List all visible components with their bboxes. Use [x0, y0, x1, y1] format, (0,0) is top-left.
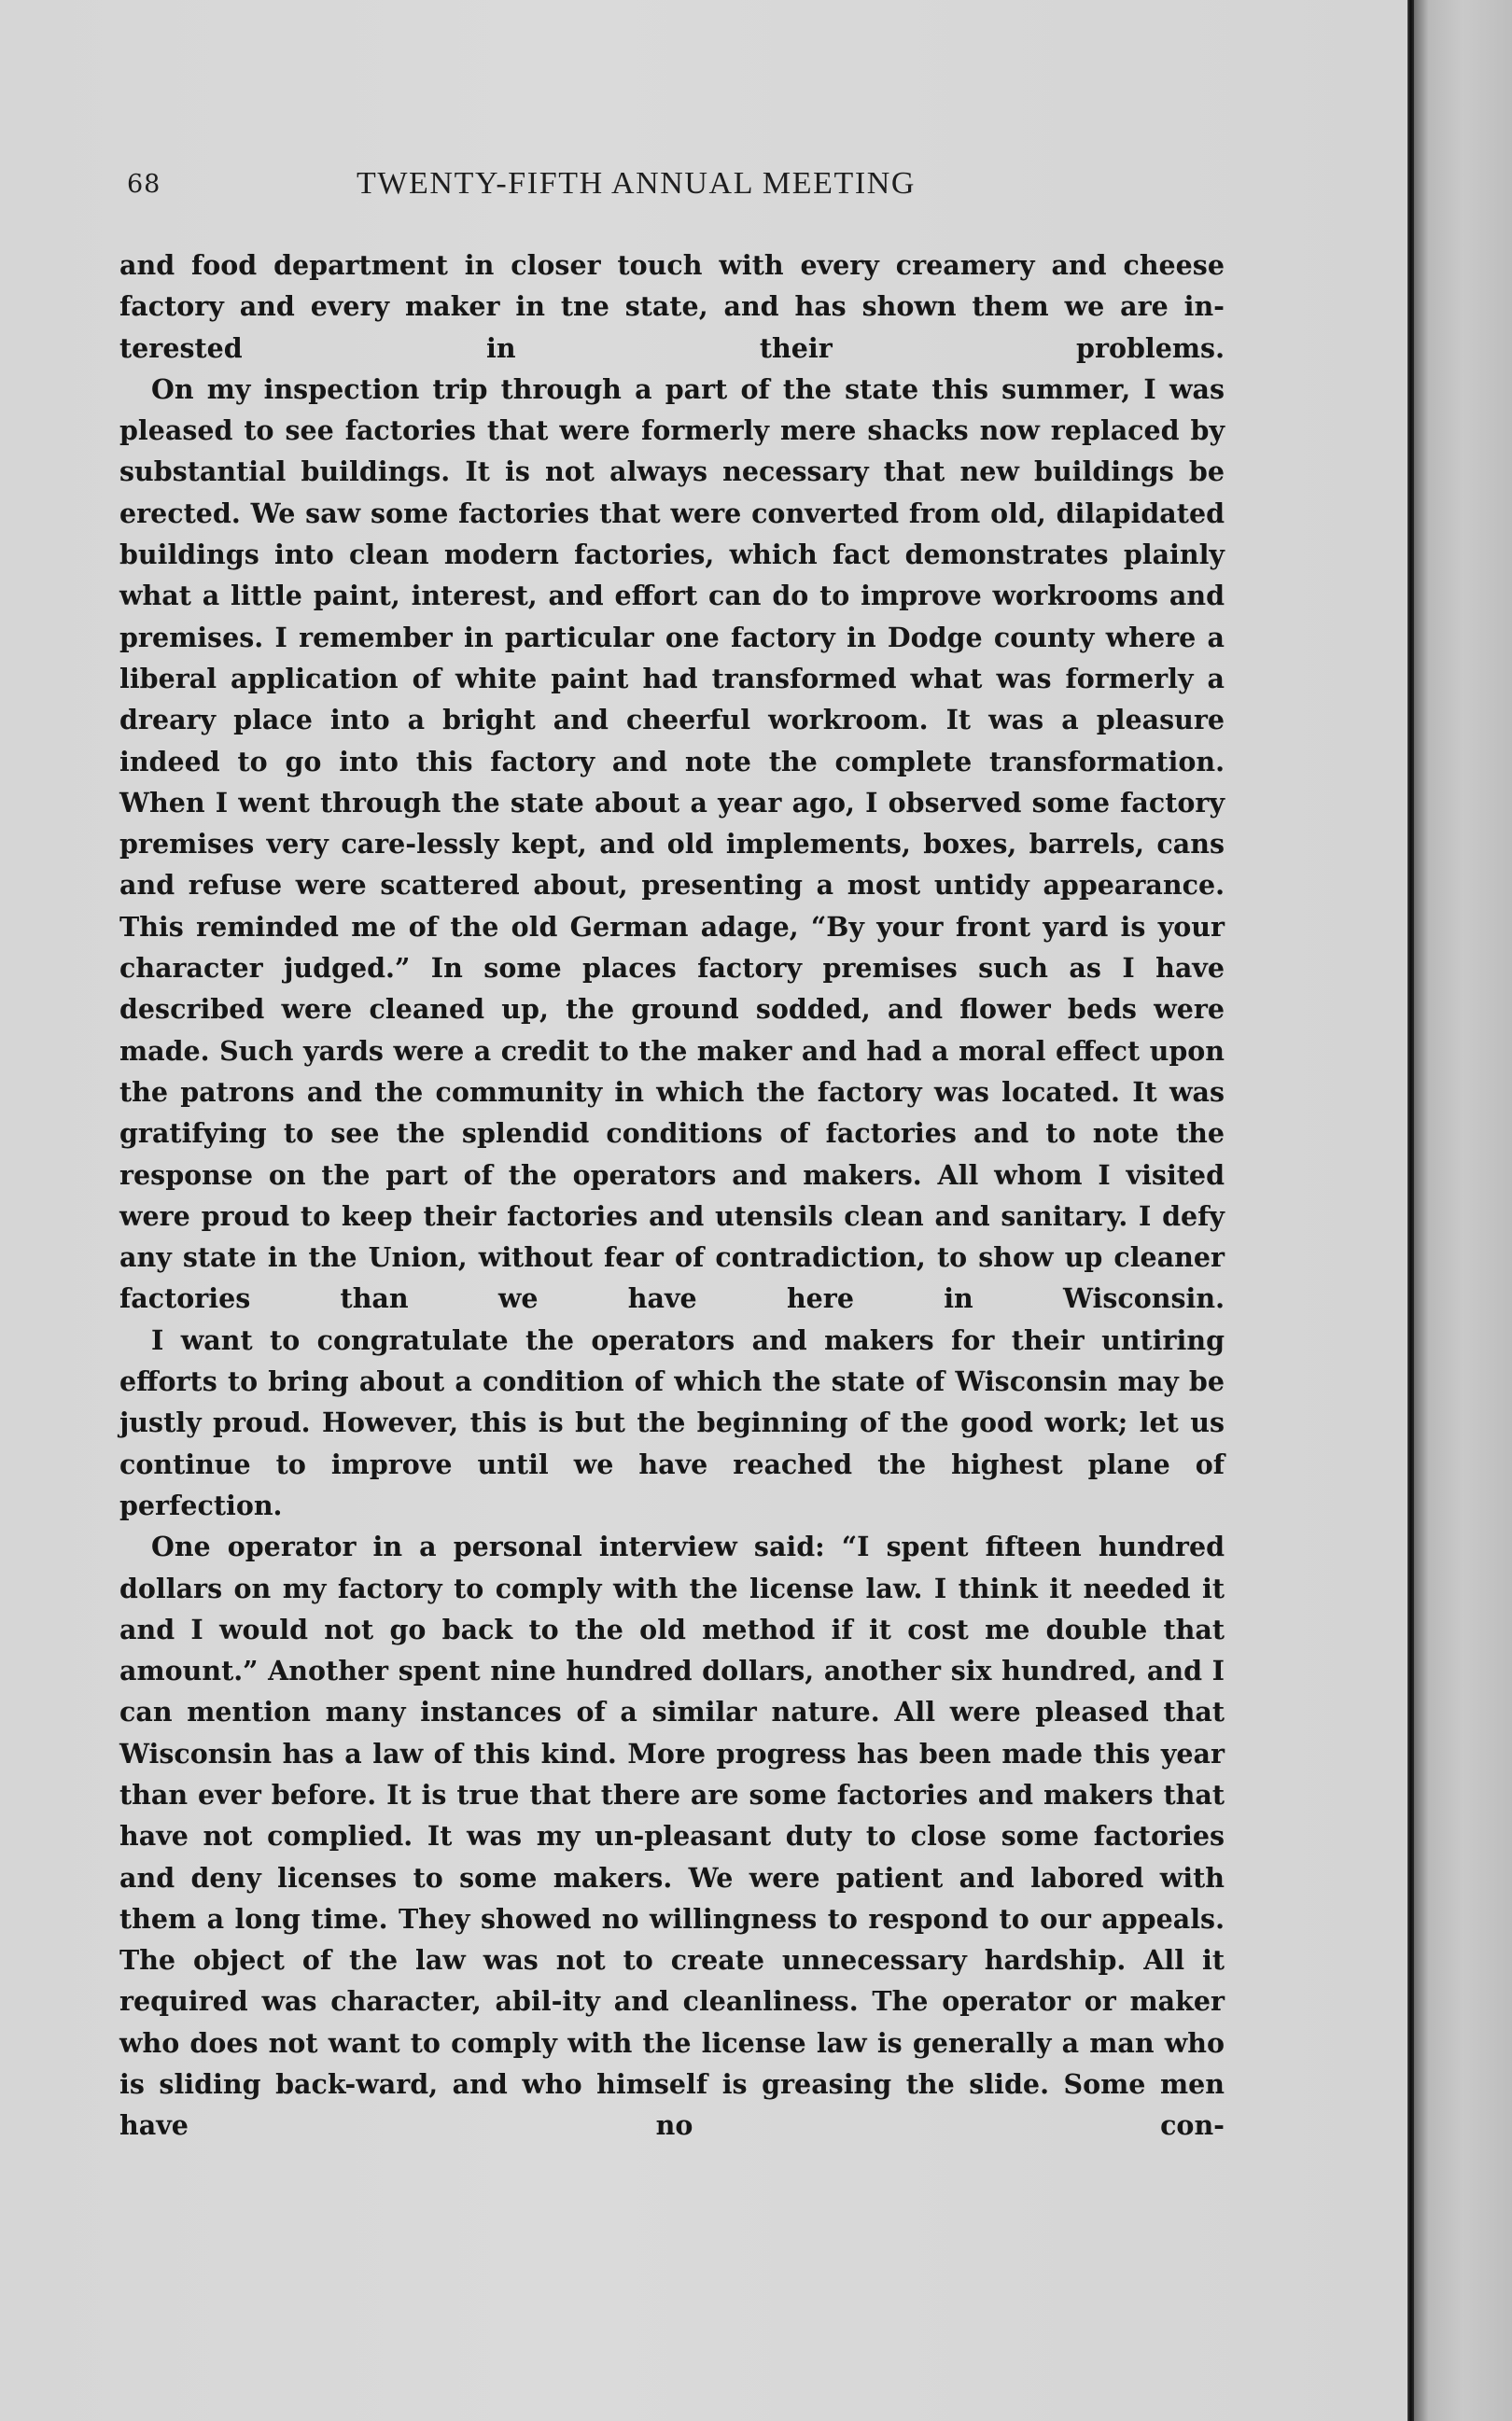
paragraph-continuation: and food department in closer touch with every creamery and cheese factory and every maker in tne state, and has shown them we are in-terested in their problems.	[119, 249, 1225, 364]
book-binding-shadow	[1407, 0, 1414, 2421]
paragraph-operator-interview: One operator in a personal interview said: “I spent fifteen hundred dollars on my factory to comply with the license law. I think it needed it and I would not go back to the old method if it cost me double that amount.” Another spent nine hundred dollars, another six hundred, and I can mention many instances of a similar nature. All were pleased that Wisconsin has a law of this kind. More progress has been made this year than ever before. It is true that there are some factories and makers that have not complied. It was my un-pleasant duty to close some factories and deny licenses to some makers. We were patient and labored with them a long time. They showed no willingness to respond to our appeals. The object of the law was not to create unnecessary hardship. All it required was character, abil-ity and cleanliness. The operator or maker who does not want to comply with the license law is generally a man who is sliding back-ward, and who himself is greasing the slide. Some men have no con-	[119, 1531, 1225, 2142]
book-edge	[1414, 0, 1512, 2421]
page-number: 68	[127, 170, 161, 199]
paragraph-inspection-trip: On my inspection trip through a part of the state this summer, I was pleased to see factories that were formerly mere shacks now replaced by substantial buildings. It is not always necessary that new buildings be erected. We saw some factories that were converted from old, dilapidated buildings into clean modern factories, which fact demonstrates plainly what a little paint, interest, and effort can do to improve workrooms and premises. I remember in particular one factory in Dodge county where a liberal application of white paint had transformed what was formerly a dreary place into a bright and cheerful workroom. It was a pleasure indeed to go into this factory and note the complete transformation. When I went through the state about a year ago, I observed some factory premises very care-lessly kept, and old implements, boxes, barrels, cans and refuse were scattered about, presenting a most untidy appearance. This reminded me of the old German adage, “By your front yard is your character judged.” In some places factory premises such as I have described were cleaned up, the ground sodded, and flower beds were made. Such yards were a credit to the maker and had a moral effect upon the patrons and the community in which the factory was located. It was gratifying to see the splendid conditions of factories and to note the response on the part of the operators and makers. All whom I visited were proud to keep their factories and utensils clean and sanitary. I defy any state in the Union, without fear of contradiction, to show up cleaner factories than we have here in Wisconsin.	[119, 372, 1225, 1315]
running-head	[127, 166, 1228, 213]
paragraph-congratulations: I want to congratulate the operators and makers for their untiring efforts to bring about a condition of which the state of Wisconsin may be justly proud. However, this is but the beginning of the good work; let us continue to improve until we have reached the highest plane of perfection.	[119, 1323, 1225, 1521]
body-text	[119, 245, 1225, 2147]
running-title: TWENTY-FIFTH ANNUAL MEETING	[357, 166, 917, 201]
